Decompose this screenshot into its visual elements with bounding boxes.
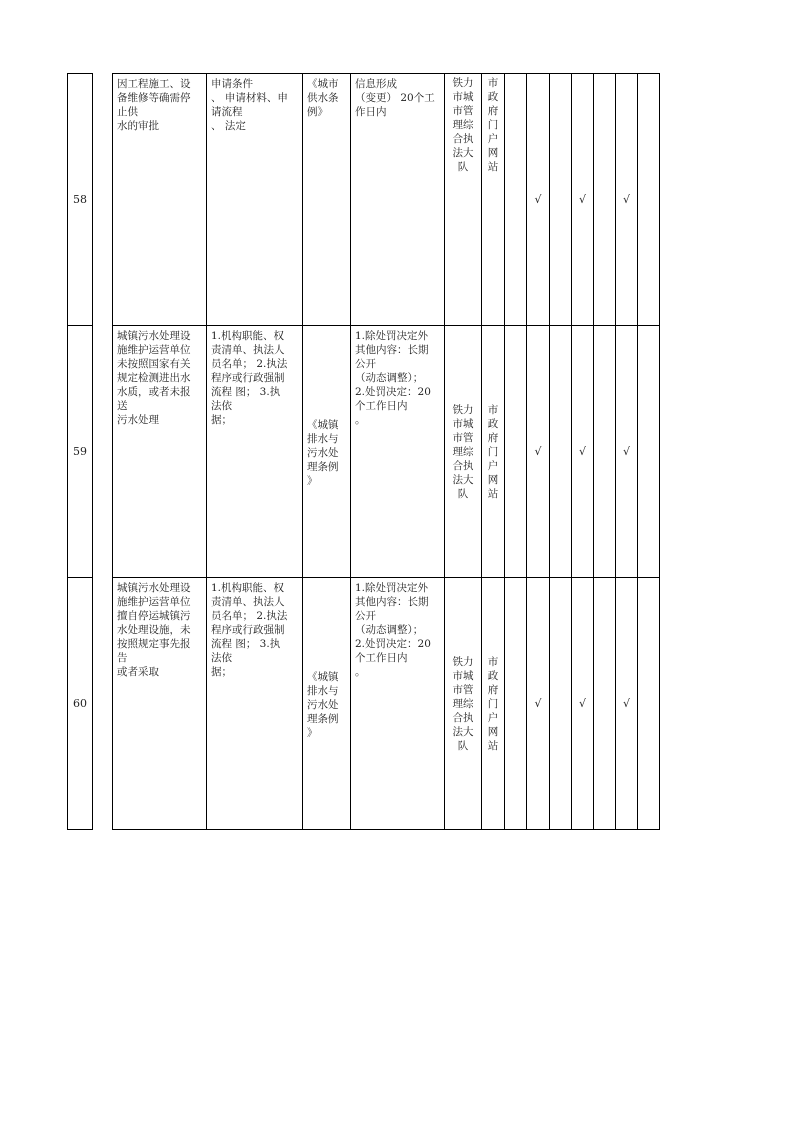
table-row bbox=[68, 326, 660, 578]
mark-cell bbox=[638, 326, 660, 578]
mark-cell bbox=[505, 578, 527, 830]
mark-cell bbox=[594, 578, 616, 830]
subject-text: 铁力 市城 市管 理综 合执 法大 队 bbox=[452, 403, 474, 500]
mark-cell: √ bbox=[572, 578, 594, 830]
channel-text: 市 政 府 门 户 网 站 bbox=[487, 77, 499, 173]
disclosure-table bbox=[67, 73, 660, 830]
mark-cell: √ bbox=[616, 74, 638, 326]
period-cell: 1.除处罚决定外 其他内容：长期 公开 （动态调整）； 2.处罚决定：20 个工作日内 。 bbox=[351, 578, 445, 830]
channel-cell bbox=[482, 326, 505, 578]
mark-cell: √ bbox=[616, 326, 638, 578]
row-number: 60 bbox=[68, 578, 93, 830]
period-cell: 信息形成 （变更） 20个工 作日内 bbox=[351, 74, 445, 326]
subject-cell bbox=[445, 326, 482, 578]
mark-cell: √ bbox=[572, 74, 594, 326]
item-name-cell: 城镇污水处理设 施维护运营单位 擅自停运城镇污 水处理设施，未 按照规定事先报 告 或者采取 bbox=[113, 578, 207, 830]
period-cell: 1.除处罚决定外 其他内容：长期 公开 （动态调整）； 2.处罚决定：20 个工作日内 。 bbox=[351, 326, 445, 578]
channel-cell bbox=[482, 74, 505, 326]
mark-cell bbox=[550, 326, 572, 578]
channel-text: 市 政 府 门 户 网 站 bbox=[487, 655, 499, 752]
row-number: 58 bbox=[68, 74, 93, 326]
mark-cell bbox=[594, 74, 616, 326]
item-name-cell: 因工程施工、设 备维修等确需停 止供 水的审批 bbox=[113, 74, 207, 326]
basis-cell: 《城市 供水条 例》 bbox=[303, 74, 351, 326]
channel-cell bbox=[482, 578, 505, 830]
mark-cell bbox=[550, 578, 572, 830]
mark-cell bbox=[638, 578, 660, 830]
subject-text: 铁力 市城 市管 理综 合执 法大 队 bbox=[452, 655, 474, 752]
item-name-cell: 城镇污水处理设 施维护运营单位 未按照国家有关 规定检测进出水 水质，或者未报 送 污水处理 bbox=[113, 326, 207, 578]
mark-cell bbox=[550, 74, 572, 326]
basis-cell: 《城镇 排水与 污水处 理条例 》 bbox=[303, 578, 351, 830]
row-number: 59 bbox=[68, 326, 93, 578]
content-cell: 申请条件 、 申请材料、申 请流程 、 法定 bbox=[207, 74, 303, 326]
subject-cell bbox=[445, 74, 482, 326]
table-row bbox=[68, 578, 660, 830]
content-cell: 1.机构职能、权 责清单、执法人 员名单； 2.执法 程序或行政强制 流程 图； 3.执 法依 据； bbox=[207, 326, 303, 578]
spacer-cell bbox=[93, 74, 113, 326]
spacer-cell bbox=[93, 326, 113, 578]
mark-cell: √ bbox=[572, 326, 594, 578]
mark-cell bbox=[505, 74, 527, 326]
spacer-cell bbox=[93, 578, 113, 830]
mark-cell: √ bbox=[527, 578, 550, 830]
mark-cell bbox=[505, 326, 527, 578]
mark-cell: √ bbox=[527, 326, 550, 578]
table-row bbox=[68, 74, 660, 326]
channel-text: 市 政 府 门 户 网 站 bbox=[487, 403, 499, 500]
content-cell: 1.机构职能、权 责清单、执法人 员名单； 2.执法 程序或行政强制 流程 图； 3.执 法依 据； bbox=[207, 578, 303, 830]
mark-cell bbox=[638, 74, 660, 326]
mark-cell: √ bbox=[616, 578, 638, 830]
mark-cell bbox=[594, 326, 616, 578]
subject-text: 铁力 市城 市管 理综 合执 法大 队 bbox=[452, 77, 474, 173]
subject-cell bbox=[445, 578, 482, 830]
mark-cell: √ bbox=[527, 74, 550, 326]
disclosure-table-page bbox=[67, 73, 660, 830]
basis-cell: 《城镇 排水与 污水处 理条例 》 bbox=[303, 326, 351, 578]
